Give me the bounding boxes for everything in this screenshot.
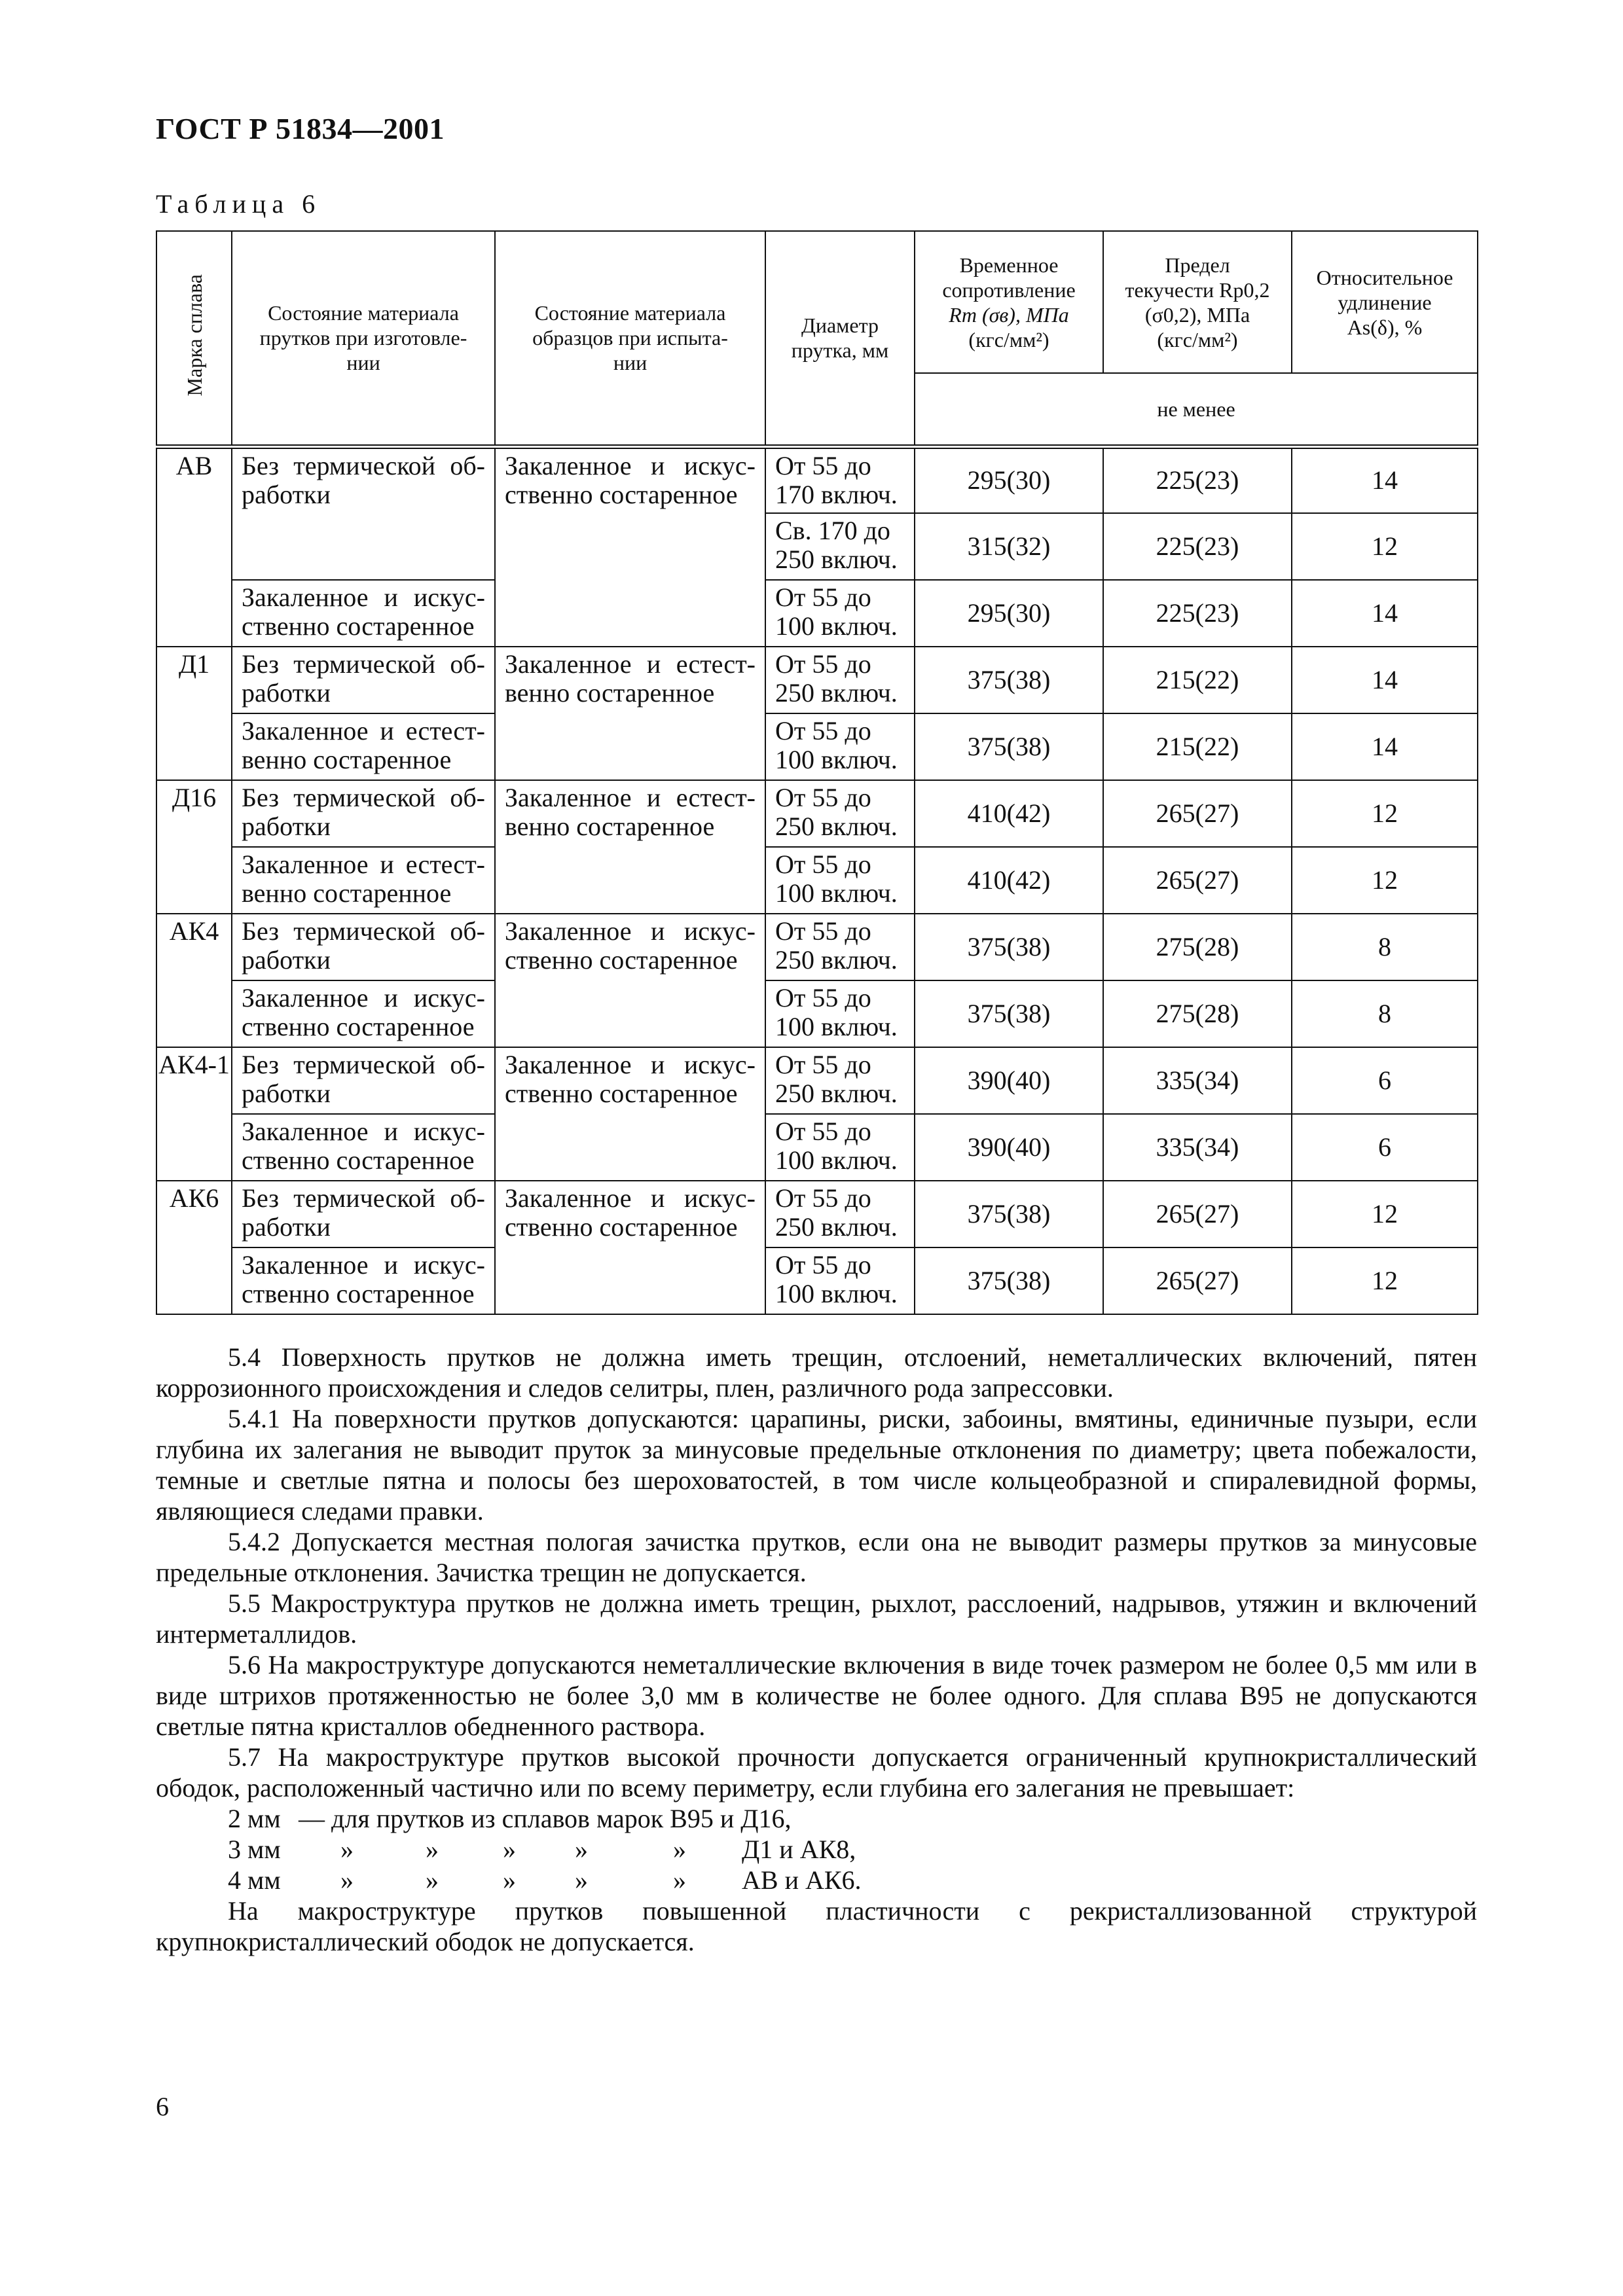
rm-cell: 375(38)	[915, 914, 1103, 980]
elongation-cell: 12	[1292, 513, 1478, 580]
state-mfg-cell: Без термической об- работки	[232, 914, 495, 980]
body-text	[156, 1342, 1477, 1957]
rm-cell: 390(40)	[915, 1047, 1103, 1114]
ditto-mark: »	[426, 1835, 439, 1864]
col-header-state-mfg: Состояние материала прутков при изготовле- нии	[232, 231, 495, 446]
diameter-cell: От 55 до 250 включ.	[765, 647, 915, 713]
table-row	[156, 847, 1478, 914]
paragraph: 5.4.1 На поверхности прутков допускаются: царапины, риски, забоины, вмятины, единичные пузыри, если глубина их залегания не выводит пруток за минусовые предельные отклонения по диаметру; цвета побежалости, темные и светлые пятна и полосы без шероховатостей, в том числе кольцеобразной и спиралевидной формы, являющиеся следами правки.	[156, 1404, 1477, 1526]
paragraph: 5.6 На макроструктуре допускаются неметаллические включения в виде точек размером не более 0,5 мм или в виде штрихов протяженностью не более 3,0 мм в количестве не более одного. Для сплава В95 не допускаются светлые пятна кристаллов обедненного раствора.	[156, 1650, 1477, 1741]
rm-cell: 410(42)	[915, 780, 1103, 847]
state-test-cell: Закаленное и искус- ственно состаренное	[495, 914, 765, 1047]
col-header-state-test: Состояние материала образцов при испыта- нии	[495, 231, 765, 446]
depth-value: 2 мм	[228, 1804, 281, 1833]
diameter-cell: От 55 до 250 включ.	[765, 914, 915, 980]
ditto-mark: »	[426, 1865, 439, 1895]
diameter-cell: От 55 до 100 включ.	[765, 847, 915, 914]
ditto-mark: »	[575, 1865, 588, 1895]
elongation-cell: 14	[1292, 713, 1478, 780]
list-grades: Д1 и АК8,	[742, 1835, 856, 1864]
ditto-mark: »	[673, 1835, 686, 1864]
diameter-cell: От 55 до 100 включ.	[765, 980, 915, 1047]
state-test-cell: Закаленное и искус- ственно состаренное	[495, 1181, 765, 1314]
table-row	[156, 446, 1478, 513]
list-text: — для прутков из сплавов марок В95 и Д16,	[299, 1804, 792, 1833]
min-values-label: не менее	[915, 373, 1478, 446]
elongation-cell: 14	[1292, 580, 1478, 647]
diameter-cell: Св. 170 до 250 включ.	[765, 513, 915, 580]
grade-cell: Д16	[156, 780, 232, 914]
list-item	[156, 1865, 1477, 1895]
paragraph: 5.4.2 Допускается местная пологая зачистка прутков, если она не выводит размеры прутков за минусовые предельные отклонения. Зачистка трещин не допускается.	[156, 1527, 1477, 1587]
rp-cell: 265(27)	[1103, 1181, 1292, 1247]
diameter-cell: От 55 до 250 включ.	[765, 1047, 915, 1114]
state-mfg-cell: Без термической об- работки	[232, 780, 495, 847]
rm-cell: 375(38)	[915, 1181, 1103, 1247]
rp-cell: 265(27)	[1103, 1247, 1292, 1314]
rm-cell: 410(42)	[915, 847, 1103, 914]
table-row	[156, 713, 1478, 780]
rm-cell: 390(40)	[915, 1114, 1103, 1181]
diameter-cell: От 55 до 250 включ.	[765, 780, 915, 847]
properties-table	[156, 230, 1478, 1315]
rp-cell: 275(28)	[1103, 914, 1292, 980]
rm-cell: 315(32)	[915, 513, 1103, 580]
table-row	[156, 1114, 1478, 1181]
table-row	[156, 914, 1478, 980]
rp-cell: 335(34)	[1103, 1047, 1292, 1114]
elongation-cell: 8	[1292, 914, 1478, 980]
grade-cell: АВ	[156, 446, 232, 647]
elongation-cell: 12	[1292, 780, 1478, 847]
elongation-cell: 14	[1292, 446, 1478, 513]
rm-cell: 375(38)	[915, 713, 1103, 780]
elongation-cell: 12	[1292, 1247, 1478, 1314]
elongation-cell: 14	[1292, 647, 1478, 713]
rm-cell: 375(38)	[915, 647, 1103, 713]
col-header-diameter: Диаметр прутка, мм	[765, 231, 915, 446]
col-header-rm: Временное сопротивление Rm (σв), МПа (кгс/мм²)	[915, 231, 1103, 373]
grade-cell: Д1	[156, 647, 232, 780]
document-code: ГОСТ Р 51834—2001	[156, 112, 445, 145]
diameter-cell: От 55 до 170 включ.	[765, 446, 915, 513]
list-item	[156, 1803, 1477, 1834]
table-row	[156, 980, 1478, 1047]
col-header-elongation: Относительное удлинение As(δ), %	[1292, 231, 1478, 373]
ditto-mark: »	[340, 1865, 354, 1895]
diameter-cell: От 55 до 250 включ.	[765, 1181, 915, 1247]
page-number: 6	[156, 2092, 169, 2121]
paragraph: На макроструктуре прутков повышенной пластичности с рекристаллизованной структурой крупнокристаллический ободок не допускается.	[156, 1896, 1477, 1956]
table-row	[156, 1047, 1478, 1114]
state-mfg-cell: Закаленное и искус- ственно состаренное	[232, 580, 495, 647]
rm-cell: 295(30)	[915, 446, 1103, 513]
state-mfg-cell: Без термической об- работки	[232, 647, 495, 713]
state-mfg-cell: Закаленное и искус- ственно состаренное	[232, 1114, 495, 1181]
diameter-cell: От 55 до 100 включ.	[765, 1114, 915, 1181]
depth-value: 3 мм	[228, 1835, 281, 1864]
diameter-cell: От 55 до 100 включ.	[765, 580, 915, 647]
list-grades: АВ и АК6.	[742, 1865, 862, 1895]
state-mfg-cell: Закаленное и естест- венно состаренное	[232, 713, 495, 780]
paragraph: 5.4 Поверхность прутков не должна иметь трещин, отслоений, неметаллических включений, пятен коррозионного происхождения и следов селитры, плен, различного рода запрессовки.	[156, 1342, 1477, 1403]
rp-cell: 215(22)	[1103, 647, 1292, 713]
state-mfg-cell: Закаленное и искус- ственно состаренное	[232, 980, 495, 1047]
table-row	[156, 1247, 1478, 1314]
col-header-rp: Предел текучести Rp0,2 (σ0,2), МПа (кгс/мм²)	[1103, 231, 1292, 373]
grade-cell: АК4	[156, 914, 232, 1047]
rp-cell: 265(27)	[1103, 780, 1292, 847]
col-header-grade: Марка сплава	[156, 231, 232, 446]
rm-cell: 295(30)	[915, 580, 1103, 647]
ditto-mark: »	[575, 1835, 588, 1864]
ditto-mark: »	[673, 1865, 686, 1895]
rp-cell: 215(22)	[1103, 713, 1292, 780]
state-mfg-cell: Закаленное и естест- венно состаренное	[232, 847, 495, 914]
rp-cell: 275(28)	[1103, 980, 1292, 1047]
paragraph: 5.5 Макроструктура прутков не должна иметь трещин, рыхлот, расслоений, надрывов, утяжин и включений интерметаллидов.	[156, 1588, 1477, 1649]
rp-cell: 225(23)	[1103, 580, 1292, 647]
table-row	[156, 1181, 1478, 1247]
rp-cell: 335(34)	[1103, 1114, 1292, 1181]
state-mfg-cell: Без термической об- работки	[232, 446, 495, 580]
table-row	[156, 580, 1478, 647]
grade-cell: АК4-1	[156, 1047, 232, 1181]
table-row	[156, 647, 1478, 713]
state-mfg-cell: Без термической об- работки	[232, 1181, 495, 1247]
state-mfg-cell: Закаленное и искус- ственно состаренное	[232, 1247, 495, 1314]
rp-cell: 225(23)	[1103, 513, 1292, 580]
elongation-cell: 6	[1292, 1114, 1478, 1181]
elongation-cell: 6	[1292, 1047, 1478, 1114]
paragraph: 5.7 На макроструктуре прутков высокой прочности допускается ограниченный крупнокристаллический ободок, расположенный частично или по всему периметру, если глубина его залегания не превышает:	[156, 1742, 1477, 1803]
rp-cell: 225(23)	[1103, 446, 1292, 513]
state-test-cell: Закаленное и искус- ственно состаренное	[495, 446, 765, 647]
elongation-cell: 12	[1292, 847, 1478, 914]
diameter-cell: От 55 до 100 включ.	[765, 713, 915, 780]
diameter-cell: От 55 до 100 включ.	[765, 1247, 915, 1314]
state-test-cell: Закаленное и искус- ственно состаренное	[495, 1047, 765, 1181]
state-mfg-cell: Без термической об- работки	[232, 1047, 495, 1114]
state-test-cell: Закаленное и естест- венно состаренное	[495, 647, 765, 780]
rm-cell: 375(38)	[915, 980, 1103, 1047]
grade-cell: АК6	[156, 1181, 232, 1314]
elongation-cell: 8	[1292, 980, 1478, 1047]
elongation-cell: 12	[1292, 1181, 1478, 1247]
table-row	[156, 780, 1478, 847]
state-test-cell: Закаленное и естест- венно состаренное	[495, 780, 765, 914]
ditto-mark: »	[503, 1835, 516, 1864]
ditto-mark: »	[340, 1835, 354, 1864]
list-item	[156, 1834, 1477, 1865]
rp-cell: 265(27)	[1103, 847, 1292, 914]
rm-cell: 375(38)	[915, 1247, 1103, 1314]
table-caption: Таблица 6	[156, 189, 321, 219]
depth-value: 4 мм	[228, 1865, 281, 1895]
ditto-mark: »	[503, 1865, 516, 1895]
